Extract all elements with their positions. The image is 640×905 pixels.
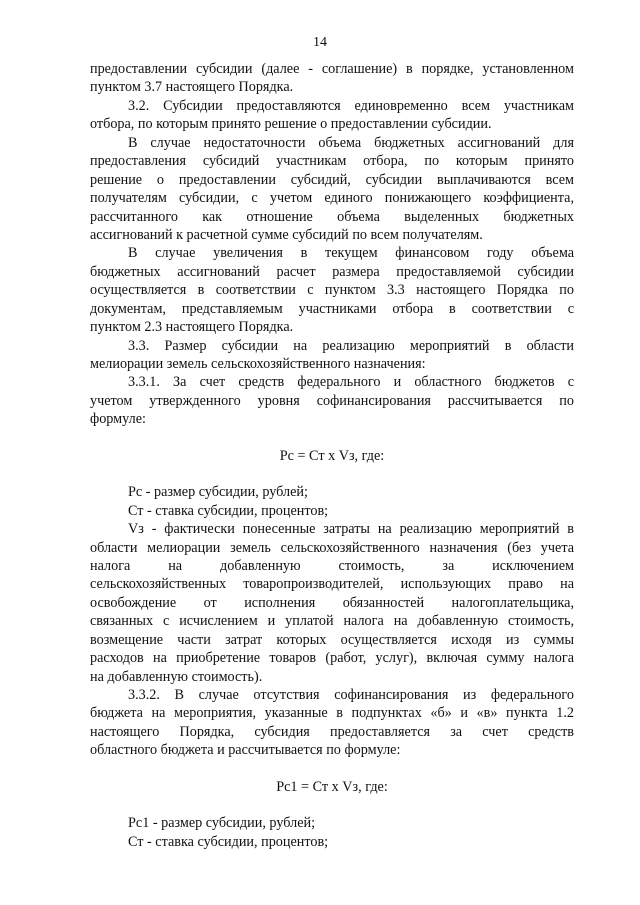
page-number: 14 <box>313 35 327 50</box>
spacer <box>90 796 574 814</box>
spacer <box>90 465 574 483</box>
spacer <box>90 760 574 778</box>
text-line: Ст - ставка субсидии, процентов; <box>128 833 329 850</box>
text-line: расходов на приобретение товаров (работ, услуг), включая сумму налога <box>90 650 574 667</box>
document-body <box>90 60 574 851</box>
text-line: формуле: <box>90 411 146 428</box>
text-line: пунктом 2.3 настоящего Порядка. <box>90 319 294 336</box>
text-line: Vз - фактически понесенные затраты на реализацию мероприятий в <box>128 521 574 538</box>
text-line: 3.3.1. За счет средств федерального и областного бюджетов с <box>128 374 574 391</box>
text-line: Ст - ставка субсидии, процентов; <box>128 502 329 519</box>
text-line: осуществляется в соответствии с пунктом 3.3 настоящего Порядка по <box>90 282 574 299</box>
spacer <box>90 429 574 447</box>
text-line: бюджетных ассигнований расчет размера предоставляемой субсидии <box>90 263 574 280</box>
text-line: Pc1 - размер субсидии, рублей; <box>128 815 316 832</box>
text-line: на добавленную стоимость). <box>90 668 263 685</box>
text-line: отбора, по которым принято решение о предоставлении субсидии. <box>90 116 492 133</box>
text-line: рассчитанного как отношение объема выделенных бюджетных <box>90 208 574 225</box>
text-line: предоставления субсидий участникам отбора, по которым принято <box>90 153 574 170</box>
text-line: 3.3.2. В случае отсутствия софинансирования из федерального <box>128 687 574 703</box>
formula-line: Pc = Ст х Vз, где: <box>279 447 385 464</box>
text-line: предоставлении субсидии (далее - соглашение) в порядке, установленном <box>90 61 574 77</box>
text-line: Pc - размер субсидии, рублей; <box>128 484 308 501</box>
text-line: пунктом 3.7 настоящего Порядка. <box>90 79 294 96</box>
text-line: областного бюджета и рассчитывается по формуле: <box>90 742 401 759</box>
text-line: мелиорации земель сельскохозяйственного назначения: <box>90 356 426 372</box>
text-line: 3.3. Размер субсидии на реализацию мероприятий в области <box>128 337 574 354</box>
text-line: освобождение от исполнения обязанностей налогоплательщика, <box>90 594 574 611</box>
text-line: области мелиорации земель сельскохозяйственного назначения (без учета <box>90 539 574 556</box>
text-line: получателям субсидии, с учетом единого понижающего коэффициента, <box>90 190 574 207</box>
text-line: налога на добавленную стоимость, за исключением <box>90 557 574 574</box>
text-line: сельскохозяйственных товаропроизводителей, использующих право на <box>90 576 574 593</box>
text-line: 3.2. Субсидии предоставляются единовременно всем участникам <box>128 97 574 114</box>
text-line: В случае увеличения в текущем финансовом году объема <box>128 245 574 262</box>
text-line: документам, представляемым участниками отбора в соответствии с <box>90 300 574 317</box>
text-line: связанных с исчислением и уплатой налога на добавленную стоимость, <box>90 613 574 630</box>
text-line: В случае недостаточности объема бюджетных ассигнований для <box>128 134 574 151</box>
text-line: ассигнований к расчетной сумме субсидий по всем получателям. <box>90 226 483 243</box>
text-line: бюджета на мероприятия, указанные в подпунктах «б» и «в» пункта 1.2 <box>90 705 574 722</box>
formula-line: Pc1 = Ст х Vз, где: <box>276 778 388 795</box>
text-line: решение о предоставлении субсидий, субсидии выплачиваются всем <box>90 171 574 188</box>
text-line: настоящего Порядка, субсидия предоставляется за счет средств <box>90 723 574 740</box>
text-line: учетом утвержденного уровня софинансирования рассчитывается по <box>90 392 574 409</box>
text-line: возмещение части затрат которых осуществляется исходя из суммы <box>90 631 574 648</box>
